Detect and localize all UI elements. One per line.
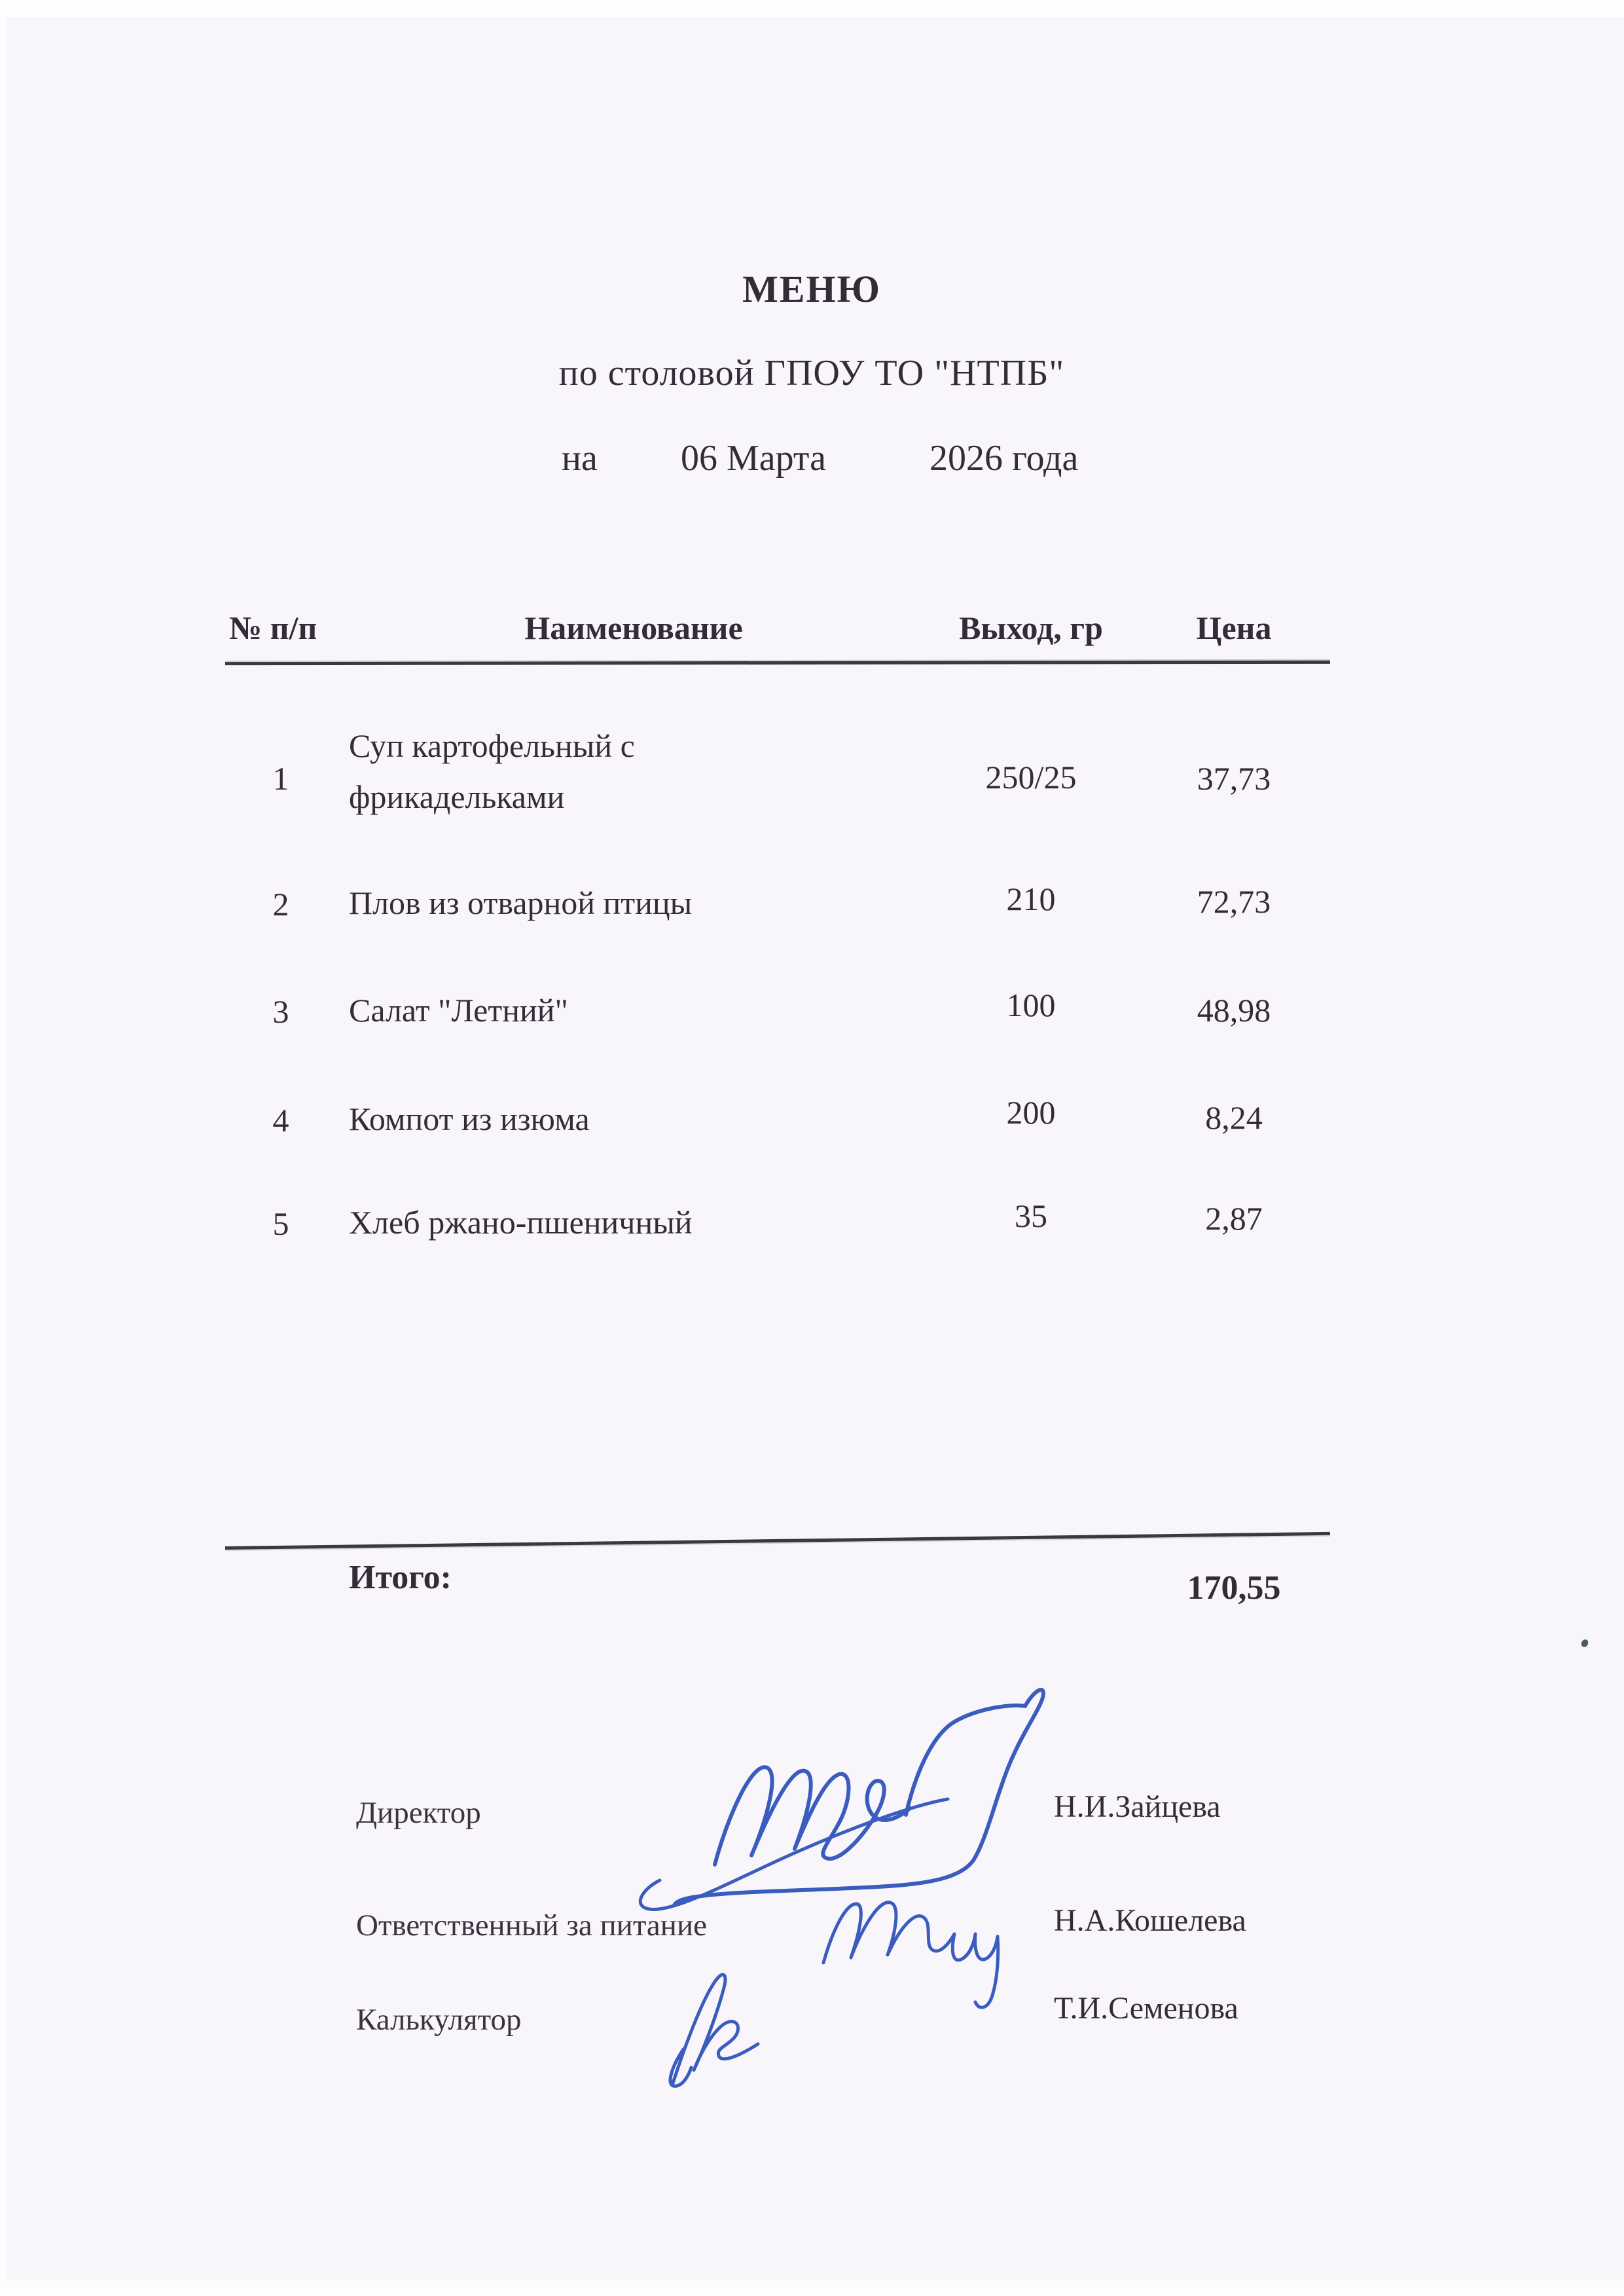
total-label: Итого: (349, 1559, 452, 1596)
dish-price: 2,87 (1205, 1200, 1263, 1237)
director-signature-ink (640, 1690, 1043, 1909)
row-number: 2 (272, 886, 289, 922)
signature-role-responsible: Ответственный за питание (356, 1908, 707, 1942)
signer-name-calculator: Т.И.Семенова (1054, 1991, 1238, 2026)
doc-subtitle: по столовой ГПОУ ТО "НТПБ" (558, 353, 1065, 393)
column-header-price: Цена (1196, 610, 1272, 646)
row-number: 5 (272, 1205, 289, 1242)
date-value: 06 Марта (681, 438, 826, 479)
dish-name: Компот из изюма (349, 1101, 590, 1137)
row-number: 1 (272, 760, 289, 797)
total-rule (225, 1532, 1330, 1550)
dish-price: 48,98 (1197, 992, 1271, 1029)
signature-role-calculator: Калькулятор (356, 2003, 522, 2037)
row-number: 4 (272, 1102, 289, 1139)
dish-name: Салат "Летний" (349, 992, 568, 1029)
signature-role-director: Директор (356, 1796, 481, 1830)
doc-title: МЕНЮ (742, 268, 881, 310)
dish-output: 210 (1006, 881, 1056, 917)
dish-name: Хлеб ржано-пшеничный (349, 1204, 693, 1241)
calculator-signature-ink (670, 1975, 758, 2086)
date-year: 2026 года (929, 438, 1079, 479)
scan-edge-bottom (0, 2280, 1624, 2296)
column-header-output: Выход, гр (959, 610, 1103, 646)
responsible-signature-ink (823, 1903, 998, 2008)
dish-price: 8,24 (1205, 1099, 1263, 1136)
scan-edge-left (0, 0, 7, 2296)
signer-name-director: Н.И.Зайцева (1054, 1789, 1221, 1824)
scan-edge-top (0, 0, 1624, 17)
dish-output: 100 (1006, 987, 1056, 1023)
dish-name: Плов из отварной птицы (349, 884, 693, 921)
column-header-name: Наименование (524, 610, 743, 646)
date-prefix: на (562, 438, 598, 479)
total-value: 170,55 (1187, 1569, 1281, 1607)
dish-name: Суп картофельный с фрикадельками (349, 727, 635, 815)
column-header-num: № п/п (229, 610, 317, 646)
row-number: 3 (272, 993, 289, 1030)
signer-name-responsible: Н.А.Кошелева (1054, 1903, 1246, 1938)
dish-price: 37,73 (1197, 760, 1271, 797)
dish-output: 35 (1015, 1197, 1047, 1234)
scan-speck (1580, 1638, 1590, 1648)
dish-output: 250/25 (985, 759, 1077, 795)
header-rule (225, 661, 1330, 665)
dish-price: 72,73 (1197, 883, 1271, 920)
dish-output: 200 (1006, 1094, 1056, 1131)
